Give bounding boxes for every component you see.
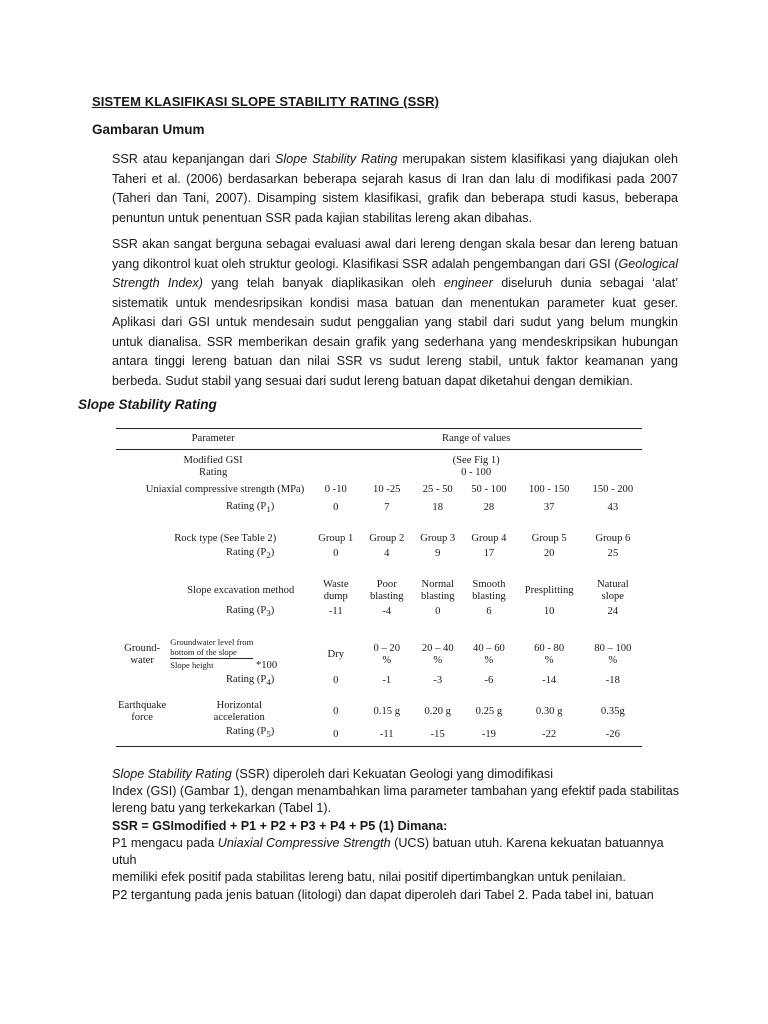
table-cell: 0.15 g — [373, 706, 400, 718]
cell-text: 60 - 80 — [534, 642, 565, 654]
table-row — [116, 480, 642, 500]
table-row — [116, 578, 642, 604]
table-row — [116, 450, 642, 481]
table-cell — [584, 636, 642, 673]
table-row — [116, 673, 642, 689]
fraction — [170, 637, 253, 670]
table-cell — [584, 578, 642, 604]
table-cell: -11 — [361, 725, 412, 746]
table-cell: Group 6 — [595, 533, 631, 545]
cell-text: Rating (P — [225, 726, 267, 738]
table-cell: 100 - 150 — [528, 484, 570, 495]
table-cell: Presplitting — [524, 585, 574, 597]
table-row — [116, 699, 642, 725]
cell-text: Natural — [596, 579, 629, 591]
text-line: Index (GSI) (Gambar 1), dengan menambahkan lima parameter tambahan yang efektif pada stabilitas — [112, 784, 680, 799]
section-heading: Gambaran Umum — [92, 122, 205, 137]
text-line — [112, 835, 682, 869]
table-cell: 17 — [483, 548, 495, 560]
table-cell: 0 -10 — [324, 484, 347, 495]
header-range: Range of values — [310, 429, 642, 450]
table-cell: 0 — [333, 675, 339, 687]
groundwater-label — [116, 636, 168, 673]
text-run-italic: Uniaxial Compressive Strength — [217, 835, 391, 850]
table-cell: 18 — [432, 502, 444, 514]
cell-text: ) — [270, 674, 275, 686]
acceleration-label — [168, 699, 310, 725]
cell-text: *100 — [255, 660, 278, 672]
table-spacer — [116, 516, 642, 532]
table-cell — [515, 636, 584, 673]
cell-text: Rating (P — [225, 605, 267, 617]
cell-text: Horizontal — [216, 700, 262, 712]
table-cell: -6 — [484, 675, 494, 687]
text-run: P1 mengacu pada — [112, 835, 218, 850]
cell-text: water — [130, 654, 154, 666]
table-cell — [361, 578, 412, 604]
table-row — [116, 546, 642, 562]
cell-text: bottom of the slope — [170, 647, 237, 658]
text-run-italic: Slope Stability Rating — [275, 152, 398, 166]
cell-text: slope — [601, 591, 625, 603]
table-row — [116, 725, 642, 746]
table-cell: 0 — [310, 725, 361, 746]
p2-paragraph: P2 tergantung pada jenis batuan (litologi) dan dapat diperoleh dari Tabel 2. Pada tabel ini, batuan — [112, 888, 654, 902]
table-cell: -18 — [605, 675, 620, 687]
header-parameter: Parameter — [116, 429, 310, 450]
table-cell: 0 — [333, 548, 339, 560]
table-row — [116, 532, 642, 546]
earthquake-label — [116, 699, 168, 725]
subheading: Slope Stability Rating — [78, 397, 217, 412]
table-cell: 10 — [543, 606, 555, 618]
table-cell: 0.35g — [600, 706, 625, 718]
table-cell: -22 — [515, 725, 584, 746]
text-run: SSR akan sangat berguna sebagai evaluasi awal dari lereng dengan skala besar dan lereng batuan yang dikontrol kuat oleh struktur geologi. Klasifikasi SSR adalah pengembangan dari GSI ( — [112, 237, 678, 271]
table-cell — [310, 578, 361, 604]
table-cell: -26 — [584, 725, 642, 746]
ssr-table — [116, 428, 642, 747]
ssr-explanation — [112, 766, 682, 886]
table-cell: Group 3 — [420, 533, 456, 545]
text-run: diseluruh dunia sebagai ‘alat’ sistematik untuk mendesripsikan kondisi masa batuan dan menentukan parameter kuat geser. Aplikasi dari GSI untuk mendesain sudut penggalian yang stabil dari sudut yang belum mungkin untuk dianalisa. SSR memberikan desain grafik yang sederhana yang mendeskripsikan hubungan antara tinggi lereng batuan dan nilai SSR vs sudut lereng stabil, untuk faktor keamanan yang berbeda. Sudut stabil yang sesuai dari sudut lereng batuan dapat diketahui dengan demikian. — [112, 276, 679, 388]
table-cell: -19 — [463, 725, 514, 746]
table-cell: 24 — [607, 606, 619, 618]
cell-text: Ground- — [124, 642, 161, 654]
excavation-label: Slope excavation method — [187, 585, 295, 597]
table-cell: 150 - 200 — [592, 484, 634, 495]
table-cell: 28 — [483, 502, 495, 514]
table-cell: 0.25 g — [475, 706, 503, 718]
cell-text: Rating (P — [225, 501, 267, 512]
table-cell: 10 -25 — [373, 484, 401, 495]
table-spacer — [116, 562, 642, 578]
table-cell: 0 — [333, 502, 339, 514]
rating-p4-label — [116, 673, 310, 689]
rating-p1-label — [116, 500, 310, 516]
table-cell: -15 — [412, 725, 463, 746]
table-cell — [463, 578, 514, 604]
table-cell: 20 — [543, 548, 555, 560]
table-cell: 25 - 50 — [422, 484, 453, 495]
table-cell: Group 5 — [531, 533, 567, 545]
cell-text: (See Fig 1) — [452, 455, 500, 466]
table-cell: 50 - 100 — [471, 484, 507, 495]
intro-paragraph — [112, 150, 678, 228]
table-cell: -11 — [328, 606, 343, 618]
table-cell: 6 — [486, 606, 492, 618]
text-run: SSR atau kepanjangan dari — [112, 152, 276, 166]
table-cell — [412, 636, 463, 673]
document-title: SISTEM KLASIFIKASI SLOPE STABILITY RATING (SSR) — [92, 94, 440, 109]
text-run: merupakan sistem klasifikasi yang diajukan oleh Taheri et al. (2006) berdasarkan beberapa sejarah kasus di Iran dan lalu di modifikasi pada 2007 (Taheri dan Tani, 2007). Disamping sistem klasifikasi, grafik dan beberapa studi kasus, beberapa penuntun untuk penentuan SSR pada kajian stabilitas lereng akan dibahas. — [112, 152, 678, 225]
table-cell: -4 — [382, 606, 392, 618]
table-cell: 37 — [543, 502, 555, 514]
cell-text: 0 - 100 — [461, 467, 492, 478]
table-cell: 43 — [607, 502, 619, 514]
cell-text: ) — [270, 726, 275, 738]
table-cell: -1 — [382, 675, 392, 687]
text-line: lereng batu yang terkekarkan (Tabel 1). — [112, 801, 332, 816]
cell-text: 0 – 20 — [373, 642, 400, 654]
table-cell: Dry — [327, 648, 344, 660]
rock-type-label: Rock type (See Table 2) — [174, 533, 277, 545]
table-cell: 9 — [435, 548, 441, 560]
cell-text: Normal — [421, 579, 454, 591]
table-row — [116, 604, 642, 620]
cell-text: Rating (P — [225, 547, 267, 559]
table-header-row — [116, 429, 642, 450]
cell-text: force — [131, 712, 153, 724]
fraction-numerator — [170, 637, 253, 659]
fraction-denominator: Slope height — [170, 660, 214, 671]
cell-text: 5 — [266, 729, 271, 740]
table-cell: Group 2 — [369, 533, 405, 545]
table-spacer — [116, 689, 642, 699]
table-cell: 0 — [333, 706, 339, 718]
cell-text: dump — [323, 591, 348, 603]
cell-text: % — [544, 654, 554, 666]
cell-text: 3 — [266, 608, 271, 619]
table-cell: 0.20 g — [424, 706, 451, 718]
text-run: yang telah banyak diaplikasikan oleh — [202, 276, 444, 290]
table-cell — [463, 636, 514, 673]
text-line — [112, 766, 682, 783]
text-run: (SSR) diperoleh dari Kekuatan Geologi yang dimodifikasi — [231, 767, 554, 781]
text-run: (UCS) batuan utuh. Karena kekuatan batuannya utuh — [112, 835, 664, 868]
table-cell — [412, 578, 463, 604]
cell-text: % — [382, 654, 392, 666]
text-run-italic: Slope Stability Rating — [112, 767, 232, 781]
cell-text: 4 — [266, 677, 271, 688]
cell-text: Smooth — [472, 579, 506, 591]
cell-text: blasting — [472, 591, 506, 603]
cell-text: % — [608, 654, 618, 666]
cell-text: 2 — [266, 550, 271, 561]
cell-text: Rating (P — [225, 674, 267, 686]
rating-p5-label — [116, 725, 310, 746]
table-cell: 4 — [384, 548, 390, 560]
cell-text: Waste — [322, 579, 349, 591]
cell-text: % — [484, 654, 494, 666]
rating-p3-label — [116, 604, 310, 620]
table-cell: 25 — [607, 548, 619, 560]
text-run-italic: engineer — [443, 276, 493, 290]
gsi-value — [310, 450, 642, 481]
table-cell: -14 — [542, 675, 557, 687]
cell-text: Groundwater level from — [170, 637, 254, 648]
table-row — [116, 500, 642, 516]
cell-text: acceleration — [213, 712, 265, 724]
cell-text: ) — [270, 501, 275, 512]
table-cell: -3 — [433, 675, 443, 687]
table-cell: Group 1 — [318, 533, 354, 545]
ucs-label: Uniaxial compressive strength (MPa) — [145, 484, 305, 495]
table-row — [116, 636, 642, 673]
text-run-italic: Geological Strength Index) — [112, 256, 678, 290]
table-cell: 0 — [435, 606, 441, 618]
cell-text: blasting — [369, 591, 404, 603]
table-cell: 7 — [384, 502, 390, 514]
cell-text: 80 – 100 — [594, 642, 632, 654]
cell-text: Poor — [376, 579, 397, 591]
cell-text: ) — [270, 547, 275, 559]
ssr-formula: SSR = GSImodified + P1 + P2 + P3 + P4 + P5 (1) Dimana: — [112, 818, 448, 833]
cell-text: 20 – 40 — [421, 642, 454, 654]
cell-text: 40 – 60 — [473, 642, 505, 654]
gsi-label — [116, 450, 310, 481]
table-cell — [361, 636, 412, 673]
cell-text: 1 — [266, 504, 271, 515]
cell-text: Earthquake — [118, 700, 167, 712]
cell-text: % — [433, 654, 443, 666]
table-cell: Group 4 — [471, 533, 507, 545]
cell-text: Rating — [199, 467, 228, 478]
text-line: memiliki efek positif pada stabilitas lereng batu, nilai positif dipertimbangkan untuk penilaian. — [112, 870, 626, 885]
table-spacer — [116, 620, 642, 636]
cell-text: ) — [270, 605, 275, 617]
cell-text: blasting — [420, 591, 455, 603]
cell-text: Modified GSI — [183, 455, 243, 466]
gsi-paragraph — [112, 235, 678, 391]
table-cell: 0.30 g — [535, 706, 563, 718]
rating-p2-label — [116, 546, 310, 562]
groundwater-formula — [168, 636, 310, 673]
